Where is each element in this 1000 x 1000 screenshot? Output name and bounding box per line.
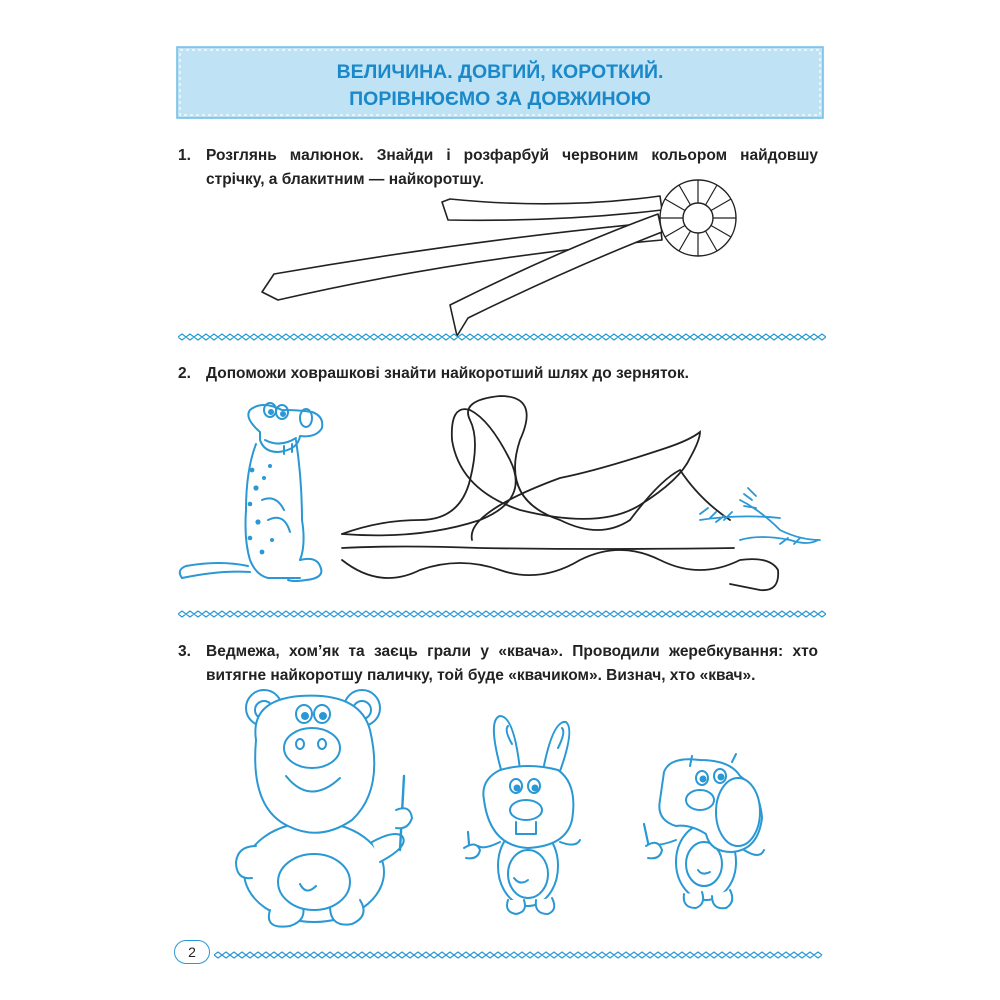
task-2-number: 2. (178, 365, 191, 382)
wheat-grain (700, 488, 820, 544)
gopher (180, 403, 323, 581)
task-3-number: 3. (178, 643, 191, 660)
page-title-line1: ВЕЛИЧИНА. ДОВГИЙ, КОРОТКИЙ. (336, 61, 664, 83)
title-banner (175, 45, 825, 120)
task-2 (178, 362, 818, 386)
task-1 (178, 144, 818, 192)
page-title-line2: ПОРІВНЮЄМО ЗА ДОВЖИНОЮ (349, 88, 651, 110)
task-2-text: Допоможи ховрашкові знайти найкоротший шлях до зерняток. (206, 365, 689, 382)
short-ribbon (442, 196, 662, 220)
middle-ribbon (450, 214, 662, 336)
task-1-text: Розглянь малюнок. Знайди і розфарбуй червоним кольором найдовшу стрічку, а блакитним — найкоротшу. (206, 147, 818, 188)
page-number: 2 (174, 940, 210, 964)
footer-divider (214, 950, 824, 960)
task-1-number: 1. (178, 147, 191, 164)
paths (342, 396, 778, 590)
task-3 (178, 640, 818, 688)
bear (236, 690, 412, 927)
hamster (644, 754, 764, 908)
section-divider (178, 332, 826, 342)
section-divider-2 (178, 609, 826, 619)
task-3-text: Ведмежа, хом’як та заєць грали у «квача». Проводили жеребкування: хто витягне найкоротшу паличку, той буде «квачиком». Визнач, хто «квач». (206, 643, 818, 684)
long-ribbon (262, 222, 662, 300)
rabbit (464, 716, 580, 914)
